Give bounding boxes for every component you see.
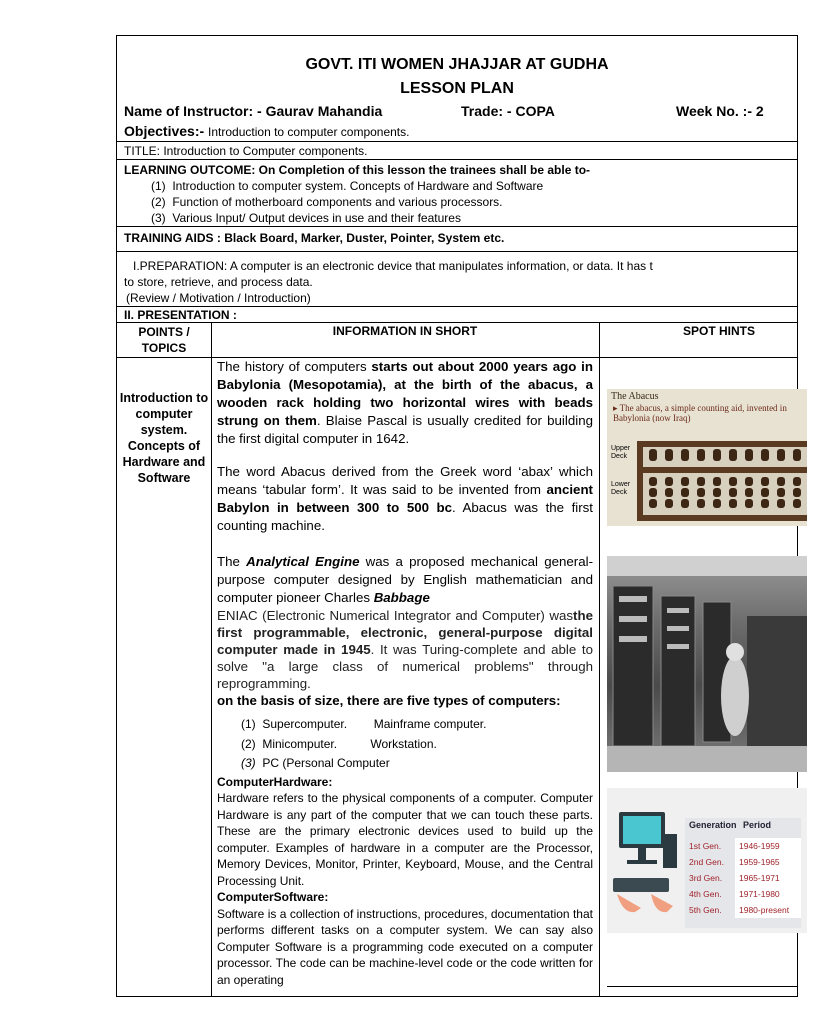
paragraph-computer-types: on the basis of size, there are five types of computers: — [217, 693, 561, 708]
preparation-line-3: (Review / Motivation / Introduction) — [126, 291, 311, 305]
list-item: (1) Supercomputer. Mainframe computer. — [241, 717, 487, 731]
column-divider — [599, 322, 600, 996]
week-number: Week No. :- 2 — [676, 103, 764, 119]
header-spot-hints: SPOT HINTS — [682, 324, 755, 338]
eniac-drawing — [607, 556, 807, 772]
preparation-line-1: I.PREPARATION: A computer is an electronic device that manipulates information, or data. It has t — [133, 259, 653, 273]
column-divider — [211, 322, 212, 996]
list-item: (2) Minicomputer. Workstation. — [241, 736, 437, 751]
paragraph-eniac: ENIAC (Electronic Numerical Integrator and Computer) wasthe first programmable, electronic, general-purpose digital computer made in 1945. It was Turing-complete and able to solve "a large class of numerical problems" through reprogramming. — [217, 608, 593, 691]
divider — [117, 306, 797, 307]
generations-table — [685, 818, 801, 928]
institute-title: GOVT. ITI WOMEN JHAJJAR AT GUDHA — [305, 56, 609, 73]
computer-types-list — [217, 715, 593, 774]
list-item: (2) Function of motherboard components and various processors. — [151, 195, 503, 209]
paragraph-history: The history of computers starts out about 2000 years ago in Babylonia (Mesopotamia), at the birth of the abacus, a wooden rack holding two horizontal wires with beads strung on them. Blaise Pascal is usually credited for building the first digital computer in 1642. — [217, 359, 593, 446]
learning-outcome-list — [124, 178, 590, 226]
divider — [117, 159, 797, 160]
abacus-bullet: ▸ The abacus, a simple counting aid, invented in Babylonia (now Iraq) — [613, 403, 787, 423]
hardware-text: Hardware refers to the physical components of a computer. Computer Hardware is any part of the computer that we can touch these parts. These are the primary electronic devices used to build up the computer. Examples of hardware in a computer are the Processor, Memory Devices, Monitor, Printer, Keyboard, Mouse, and the Central Processing Unit. — [217, 791, 593, 888]
generations-image — [607, 788, 807, 933]
learning-outcome-heading: LEARNING OUTCOME: On Completion of this lesson the trainees shall be able to- — [124, 163, 591, 177]
list-item: (1) Introduction to computer system. Concepts of Hardware and Software — [151, 179, 544, 193]
preparation — [117, 258, 653, 306]
software-heading: ComputerSoftware: — [217, 890, 329, 904]
generations-periods: 1946-1959 1959-1965 1965-1971 1971-1980 1980-present — [735, 838, 801, 918]
paragraph-analytical-engine: The Analytical Engine was a proposed mechanical general-purpose computer designed by English mathematician and computer pioneer Charles Babbage — [217, 554, 593, 605]
header-points-topics: POINTS / TOPICS — [138, 325, 190, 355]
header-information: INFORMATION IN SHORT — [332, 324, 478, 338]
preparation-line-2: to store, retrieve, and process data. — [124, 275, 313, 289]
instructor-name: Name of Instructor: - Gaurav Mahandia — [124, 103, 383, 119]
generations-col-period: Period — [743, 820, 772, 830]
list-item: (3) Various Input/ Output devices in use and their features — [151, 211, 461, 225]
lesson-plan-page — [116, 35, 798, 997]
objectives-label: Objectives:- — [124, 123, 205, 139]
hardware-heading: ComputerHardware: — [217, 774, 333, 789]
list-item: (3) PC (Personal Computer — [241, 756, 390, 770]
divider — [607, 986, 797, 987]
trade: Trade: - COPA — [461, 103, 555, 119]
generations-names: 1st Gen. 2nd Gen. 3rd Gen. 4th Gen. 5th Gen. — [689, 841, 724, 915]
doc-type-title: LESSON PLAN — [400, 80, 514, 97]
abacus-lower-deck-label: Lower Deck — [611, 481, 631, 496]
objectives — [124, 123, 409, 139]
computer-illustration — [607, 788, 687, 933]
abacus-drawing — [607, 389, 807, 526]
header — [117, 36, 797, 101]
divider — [117, 226, 797, 227]
generations-col-generation: Generation — [689, 820, 737, 830]
presentation-label: II. PRESENTATION : — [124, 308, 237, 322]
eniac-photo — [607, 556, 807, 772]
information-cell — [217, 358, 593, 988]
abacus-image — [607, 389, 807, 526]
divider — [117, 322, 797, 323]
abacus-upper-deck-label: Upper Deck — [611, 445, 631, 460]
abacus-title: The Abacus — [611, 391, 659, 402]
learning-outcome — [124, 162, 590, 226]
title-row: TITLE: Introduction to Computer components. — [124, 144, 368, 158]
topic-cell: Introduction to computer system. Concepts of Hardware and Software — [119, 391, 209, 485]
software-text: Software is a collection of instructions, procedures, documentation that performs different tasks on a computer system. We can say also Computer Software is a programming code executed on a computer processor. The code can be machine-level code or the code written for an operating — [217, 906, 593, 987]
objectives-text: Introduction to computer components. — [208, 125, 410, 139]
divider — [117, 141, 797, 142]
training-aids: TRAINING AIDS : Black Board, Marker, Duster, Pointer, System etc. — [124, 231, 505, 245]
divider — [117, 251, 797, 252]
paragraph-abacus: The word Abacus derived from the Greek word ‘abax’ which means ‘tabular form’. It was said to be invented from ancient Babylon in between 300 to 500 bc. Abacus was the first counting machine. — [217, 464, 593, 533]
